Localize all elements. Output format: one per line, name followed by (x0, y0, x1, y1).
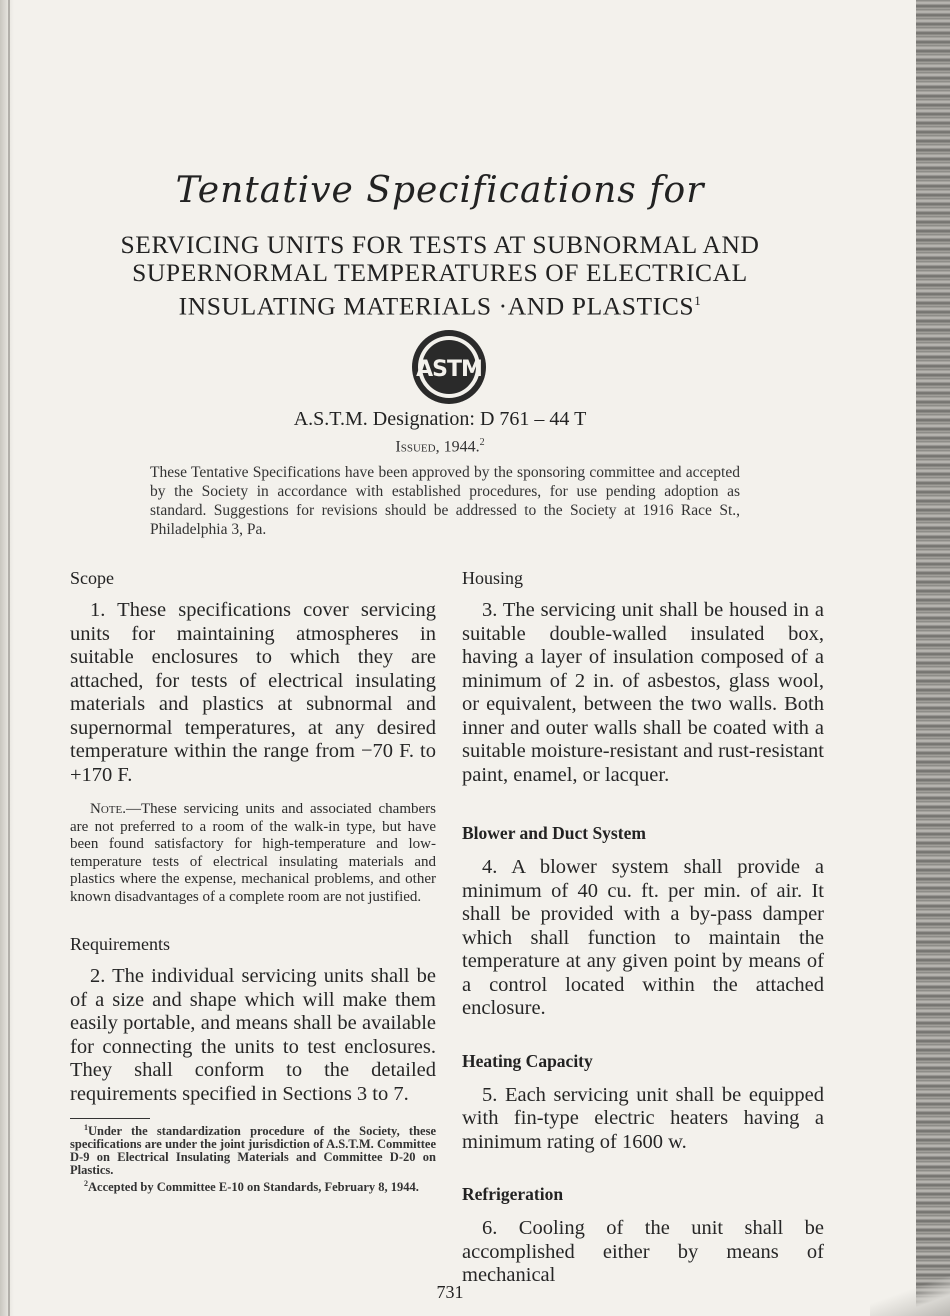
footnote-rule (70, 1118, 150, 1119)
issued-footnote-mark: 2 (479, 437, 485, 448)
housing-heading: Housing (462, 568, 524, 588)
page-number: 731 (436, 1282, 464, 1302)
approval-paragraph: These Tentative Specifications have been approved by the sponsoring committee and accepted by the Society in accordance with established procedures, for use pending adoption as standard. Suggestions for revisions should be addressed to the Society at 1916 Race St., Philadelphia 3, Pa. (150, 464, 740, 538)
scope-paragraph: 1. These specifications cover servicing units for maintaining atmospheres in suitable enclosures to which they are attached, for tests of electrical insulating materials and plastics at subnormal and supernormal temperatures, at any desired temperature within the range from −70 F. to +170 F. (70, 599, 436, 786)
designation: A.S.T.M. Designation: D 761 – 44 T (293, 408, 587, 430)
title-italic: Tentative Specifications for (175, 170, 705, 211)
logo-text: ASTM (416, 357, 482, 382)
heating-heading: Heating Capacity (462, 1050, 593, 1071)
footnote-1: $^1$Under the standardization procedure of the Society, these specifications are under the joint jurisdiction of A.S.T.M. Committee D-9 on Electrical Insulating Materials and Committee D-20 on Plastics. (70, 1123, 436, 1178)
document-title (40, 231, 840, 321)
scan-edge-right (916, 0, 950, 1316)
title-line-2: SUPERNORMAL TEMPERATURES OF ELECTRICAL (132, 258, 748, 287)
left-column (70, 568, 436, 1194)
scope-heading: Scope (70, 568, 114, 588)
footnote-2: $^2$Accepted by Committee E-10 on Standards, February 8, 1944. (84, 1179, 419, 1195)
heating-paragraph: 5. Each servicing unit shall be equipped with fin-type electric heaters having a minimum rating of 1600 w. (462, 1083, 824, 1153)
title-line-1: SERVICING UNITS FOR TESTS AT SUBNORMAL AND (120, 230, 760, 259)
requirements-paragraph: 2. The individual servicing units shall be of a size and shape which will make them easily portable, and means shall be available for connecting the units to test enclosures. They shall conform to the detailed requirements specified in Sections 3 to 7. (70, 965, 436, 1105)
astm-logo-icon (410, 328, 488, 406)
refrigeration-paragraph: 6. Cooling of the unit shall be accomplished either by means of mechanical (462, 1217, 824, 1286)
title-footnote-mark: 1 (694, 293, 702, 308)
refrigeration-heading: Refrigeration (462, 1184, 564, 1204)
blower-heading: Blower and Duct System (462, 823, 646, 843)
title-line-3: INSULATING MATERIALS ·AND PLASTICS$^1$ (178, 291, 702, 321)
blower-paragraph: 4. A blower system shall provide a minimum of 40 cu. ft. per min. of air. It shall be provided with a by-pass damper which shall function to maintain the temperature at any given point by means of a control located within the attached enclosure. (462, 856, 824, 1019)
issued-line: Issued, 1944.$^2$ (395, 437, 485, 456)
right-column (462, 568, 824, 1288)
housing-paragraph: 3. The servicing unit shall be housed in a suitable double-walled insulated box, having a layer of insulation composed of a minimum of 2 in. of asbestos, glass wool, or equivalent, between the two walls. Both inner and outer walls shall be coated with a suitable moisture-resistant and rust-resistant paint, enamel, or lacquer. (462, 599, 824, 786)
scope-note: Note.—These servicing units and associated chambers are not preferred to a room of the walk-in type, but have been found satisfactory for high-temperature and low-temperature tests of electrical insulating materials and plastics where the expense, mechanical problems, and other known disadvantages of a complete room are not justified. (70, 801, 436, 905)
footnotes (70, 1118, 436, 1194)
requirements-heading: Requirements (70, 934, 170, 954)
